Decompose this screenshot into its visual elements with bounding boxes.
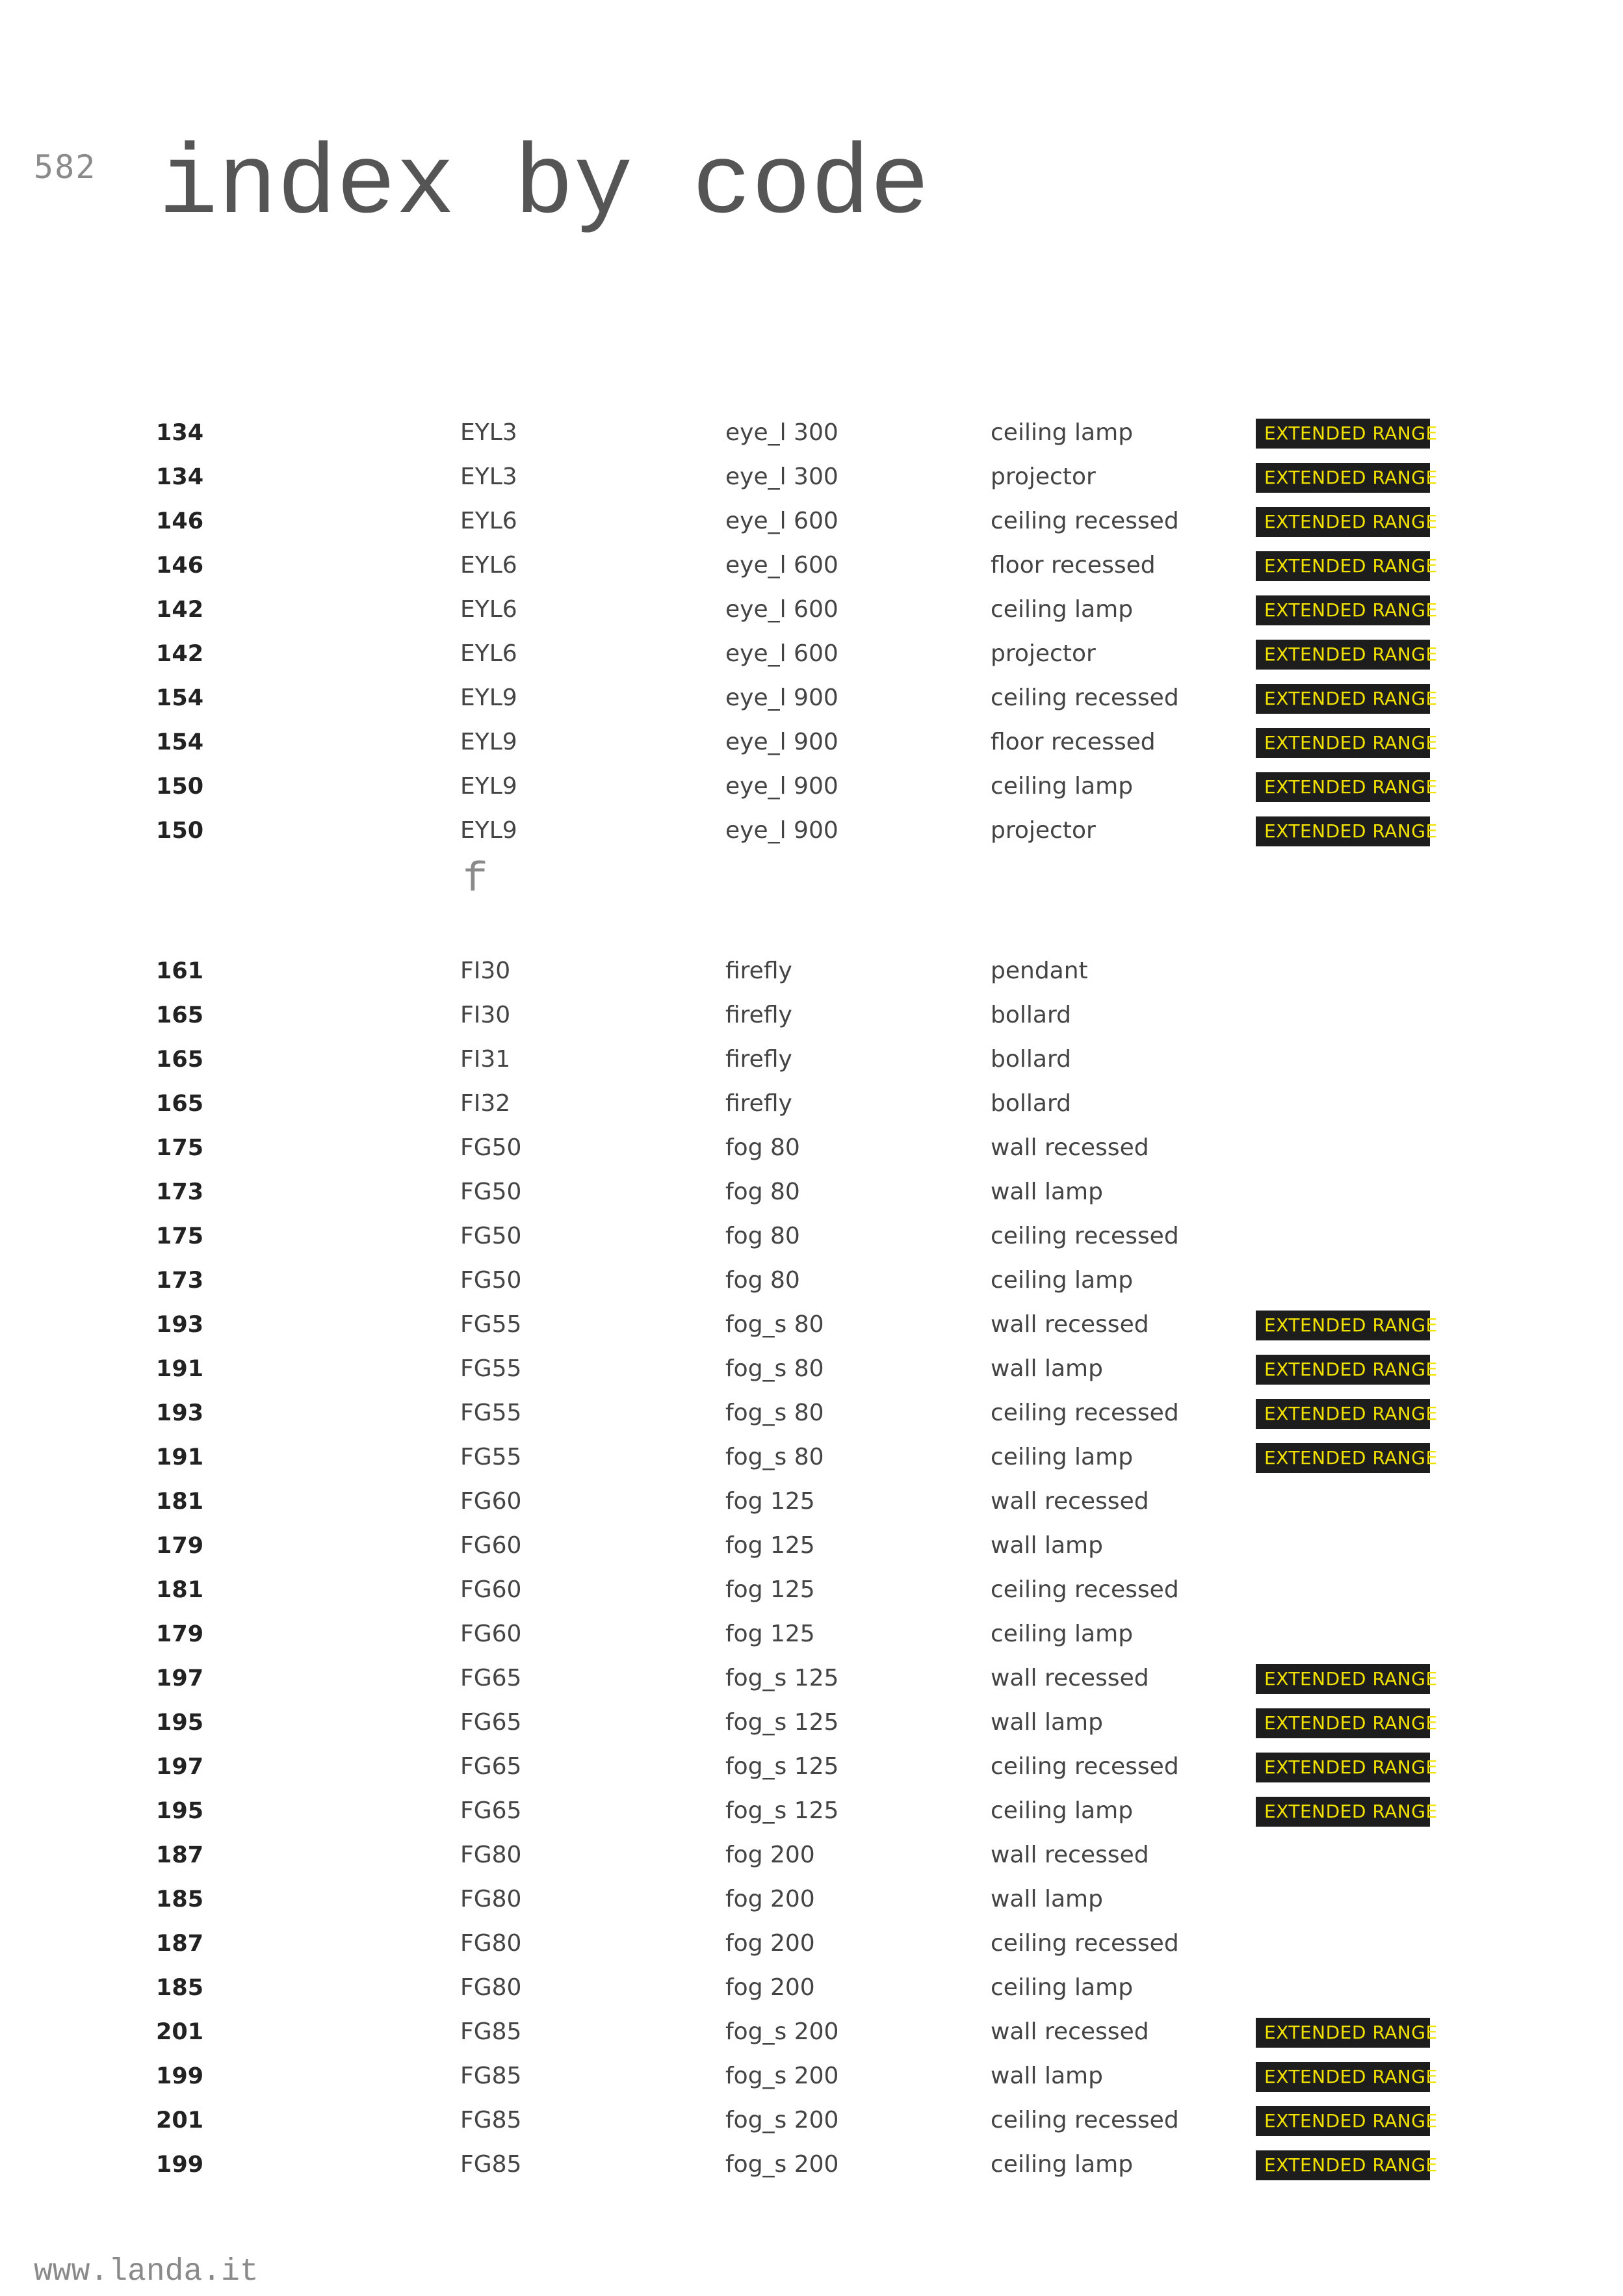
row-product-type: bollard — [991, 1046, 1071, 1073]
row-page-number: 179 — [156, 1533, 204, 1559]
row-product-name: eye_l 600 — [725, 640, 838, 667]
table-row — [0, 2010, 1623, 2054]
table-row — [0, 1082, 1623, 1126]
row-page-number: 175 — [156, 1223, 204, 1249]
row-page-number: 165 — [156, 1091, 204, 1117]
extended-range-badge: EXTENDED RANGE — [1256, 595, 1430, 625]
extended-range-badge: EXTENDED RANGE — [1256, 1355, 1430, 1385]
row-product-type: wall lamp — [991, 1709, 1103, 1736]
table-row — [0, 1922, 1623, 1966]
row-page-number: 191 — [156, 1356, 204, 1382]
badge-cell — [1256, 2010, 1438, 2054]
extended-range-badge: EXTENDED RANGE — [1256, 772, 1430, 802]
row-product-name: fog 200 — [725, 1842, 815, 1868]
table-row — [0, 455, 1623, 499]
row-product-type: ceiling recessed — [991, 1223, 1179, 1249]
table-row — [0, 543, 1623, 588]
index-table — [0, 411, 1623, 2187]
row-code: FG60 — [460, 1621, 522, 1647]
table-row — [0, 1656, 1623, 1701]
row-page-number: 191 — [156, 1444, 204, 1470]
row-product-type: ceiling recessed — [991, 1576, 1179, 1603]
row-code: FG80 — [460, 1886, 522, 1912]
extended-range-badge: EXTENDED RANGE — [1256, 1311, 1430, 1340]
row-product-type: wall recessed — [991, 1488, 1149, 1515]
table-row — [0, 1789, 1623, 1833]
row-product-name: fog 80 — [725, 1267, 800, 1294]
row-product-name: eye_l 900 — [725, 729, 838, 755]
table-row — [0, 720, 1623, 764]
table-row — [0, 1037, 1623, 1082]
row-product-name: firefly — [725, 1002, 792, 1028]
table-row — [0, 1347, 1623, 1391]
row-page-number: 195 — [156, 1798, 204, 1824]
row-product-type: bollard — [991, 1090, 1071, 1117]
row-product-name: fog 200 — [725, 1974, 815, 2001]
section-header — [0, 853, 1623, 949]
row-product-type: wall recessed — [991, 1311, 1149, 1338]
row-product-type: ceiling recessed — [991, 1930, 1179, 1957]
badge-cell — [1256, 809, 1438, 853]
row-page-number: 154 — [156, 685, 204, 711]
row-page-number: 201 — [156, 2107, 204, 2133]
row-product-type: wall lamp — [991, 1886, 1103, 1912]
row-product-type: wall lamp — [991, 1179, 1103, 1205]
badge-cell — [1256, 1347, 1438, 1391]
extended-range-badge: EXTENDED RANGE — [1256, 2106, 1430, 2136]
table-row — [0, 1877, 1623, 1922]
row-product-type: bollard — [991, 1002, 1071, 1028]
extended-range-badge: EXTENDED RANGE — [1256, 640, 1430, 670]
badge-cell — [1256, 1435, 1438, 1480]
table-row — [0, 1259, 1623, 1303]
row-product-name: fog 125 — [725, 1576, 815, 1603]
row-product-name: fog_s 200 — [725, 2151, 839, 2178]
extended-range-badge: EXTENDED RANGE — [1256, 419, 1430, 449]
row-product-name: eye_l 300 — [725, 463, 838, 490]
badge-cell — [1256, 588, 1438, 632]
row-product-type: ceiling recessed — [991, 1753, 1179, 1780]
table-row — [0, 411, 1623, 455]
row-product-type: ceiling recessed — [991, 2107, 1179, 2133]
row-product-type: ceiling recessed — [991, 685, 1179, 711]
table-row — [0, 499, 1623, 543]
badge-cell — [1256, 2054, 1438, 2098]
row-page-number: 187 — [156, 1842, 204, 1868]
badge-cell — [1256, 764, 1438, 809]
row-product-name: fog 80 — [725, 1179, 800, 1205]
row-product-name: fog_s 125 — [725, 1709, 839, 1736]
row-product-type: wall recessed — [991, 1665, 1149, 1691]
badge-cell — [1256, 632, 1438, 676]
row-code: FG80 — [460, 1974, 522, 2001]
row-code: FI32 — [460, 1090, 511, 1117]
row-product-type: floor recessed — [991, 552, 1156, 579]
row-page-number: 173 — [156, 1179, 204, 1205]
extended-range-badge: EXTENDED RANGE — [1256, 728, 1430, 758]
row-product-name: fog_s 80 — [725, 1311, 824, 1338]
row-code: EYL6 — [460, 596, 517, 623]
row-page-number: 150 — [156, 774, 204, 800]
table-row — [0, 1568, 1623, 1612]
table-row — [0, 1480, 1623, 1524]
footer-url[interactable]: www.landa.it — [34, 2254, 259, 2289]
row-product-name: eye_l 300 — [725, 419, 838, 446]
extended-range-badge: EXTENDED RANGE — [1256, 507, 1430, 537]
row-product-type: ceiling lamp — [991, 1974, 1134, 2001]
table-row — [0, 2143, 1623, 2187]
row-code: FG85 — [460, 2063, 522, 2089]
section-letter: f — [463, 857, 488, 904]
row-product-type: projector — [991, 640, 1096, 667]
row-product-type: ceiling lamp — [991, 596, 1134, 623]
badge-cell — [1256, 411, 1438, 455]
table-row — [0, 1524, 1623, 1568]
table-row — [0, 764, 1623, 809]
row-product-type: ceiling lamp — [991, 1621, 1134, 1647]
row-page-number: 142 — [156, 597, 204, 623]
row-page-number: 150 — [156, 818, 204, 844]
extended-range-badge: EXTENDED RANGE — [1256, 1753, 1430, 1782]
row-page-number: 199 — [156, 2063, 204, 2089]
table-row — [0, 949, 1623, 993]
row-code: EYL6 — [460, 508, 517, 534]
row-code: FG80 — [460, 1842, 522, 1868]
row-product-name: fog 125 — [725, 1532, 815, 1559]
extended-range-badge: EXTENDED RANGE — [1256, 463, 1430, 493]
row-code: FG60 — [460, 1532, 522, 1559]
extended-range-badge: EXTENDED RANGE — [1256, 684, 1430, 714]
row-product-name: firefly — [725, 1090, 792, 1117]
row-page-number: 185 — [156, 1886, 204, 1912]
badge-cell — [1256, 676, 1438, 720]
row-product-name: fog 125 — [725, 1488, 815, 1515]
row-code: FI31 — [460, 1046, 511, 1073]
row-page-number: 154 — [156, 729, 204, 755]
table-row — [0, 1966, 1623, 2010]
row-page-number: 173 — [156, 1268, 204, 1294]
row-code: FG85 — [460, 2151, 522, 2178]
row-product-type: ceiling lamp — [991, 773, 1134, 800]
extended-range-badge: EXTENDED RANGE — [1256, 816, 1430, 846]
badge-cell — [1256, 455, 1438, 499]
row-page-number: 161 — [156, 958, 204, 984]
row-code: FG80 — [460, 1930, 522, 1957]
row-product-name: eye_l 600 — [725, 508, 838, 534]
badge-cell — [1256, 720, 1438, 764]
row-product-name: fog_s 80 — [725, 1444, 824, 1470]
row-code: EYL9 — [460, 773, 517, 800]
page-title: index by code — [159, 129, 929, 242]
row-code: FG65 — [460, 1709, 522, 1736]
row-page-number: 142 — [156, 641, 204, 667]
badge-cell — [1256, 2143, 1438, 2187]
row-product-name: fog_s 200 — [725, 2018, 839, 2045]
row-code: FG55 — [460, 1311, 522, 1338]
row-product-type: ceiling lamp — [991, 419, 1134, 446]
row-product-name: eye_l 900 — [725, 685, 838, 711]
row-product-name: fog_s 125 — [725, 1797, 839, 1824]
table-row — [0, 2054, 1623, 2098]
extended-range-badge: EXTENDED RANGE — [1256, 2150, 1430, 2180]
badge-cell — [1256, 543, 1438, 588]
row-page-number: 146 — [156, 508, 204, 534]
row-code: FG60 — [460, 1488, 522, 1515]
row-code: FG55 — [460, 1444, 522, 1470]
row-page-number: 165 — [156, 1002, 204, 1028]
row-code: FG85 — [460, 2107, 522, 2133]
table-row — [0, 1701, 1623, 1745]
table-row — [0, 2098, 1623, 2143]
row-code: FI30 — [460, 958, 511, 984]
row-product-type: ceiling lamp — [991, 2151, 1134, 2178]
row-page-number: 134 — [156, 464, 204, 490]
row-product-name: eye_l 600 — [725, 596, 838, 623]
table-row — [0, 993, 1623, 1037]
badge-cell — [1256, 2098, 1438, 2143]
row-code: FG65 — [460, 1665, 522, 1691]
row-code: FG65 — [460, 1753, 522, 1780]
table-row — [0, 588, 1623, 632]
row-product-name: eye_l 900 — [725, 773, 838, 800]
table-row — [0, 632, 1623, 676]
row-product-type: pendant — [991, 958, 1088, 984]
row-product-type: wall lamp — [991, 1532, 1103, 1559]
row-product-name: fog_s 200 — [725, 2107, 839, 2133]
row-page-number: 185 — [156, 1975, 204, 2001]
row-page-number: 199 — [156, 2152, 204, 2178]
row-product-type: ceiling recessed — [991, 1400, 1179, 1426]
row-product-name: firefly — [725, 1046, 792, 1073]
badge-cell — [1256, 499, 1438, 543]
row-code: FG65 — [460, 1797, 522, 1824]
row-page-number: 201 — [156, 2019, 204, 2045]
row-product-name: eye_l 600 — [725, 552, 838, 579]
extended-range-badge: EXTENDED RANGE — [1256, 1797, 1430, 1827]
row-code: FG50 — [460, 1267, 522, 1294]
row-code: EYL3 — [460, 463, 517, 490]
row-page-number: 197 — [156, 1754, 204, 1780]
table-row — [0, 1435, 1623, 1480]
extended-range-badge: EXTENDED RANGE — [1256, 2018, 1430, 2048]
row-page-number: 179 — [156, 1621, 204, 1647]
row-product-name: fog 80 — [725, 1223, 800, 1249]
row-product-type: wall recessed — [991, 2018, 1149, 2045]
extended-range-badge: EXTENDED RANGE — [1256, 551, 1430, 581]
row-product-type: ceiling recessed — [991, 508, 1179, 534]
row-code: FI30 — [460, 1002, 511, 1028]
row-product-name: fog 80 — [725, 1134, 800, 1161]
row-product-name: eye_l 900 — [725, 817, 838, 844]
row-code: EYL6 — [460, 552, 517, 579]
row-page-number: 197 — [156, 1665, 204, 1691]
table-row — [0, 809, 1623, 853]
row-product-name: fog 125 — [725, 1621, 815, 1647]
row-product-type: wall recessed — [991, 1842, 1149, 1868]
table-row — [0, 1745, 1623, 1789]
page-number: 582 — [34, 148, 97, 186]
table-row — [0, 676, 1623, 720]
row-page-number: 193 — [156, 1312, 204, 1338]
row-code: FG60 — [460, 1576, 522, 1603]
row-product-name: firefly — [725, 958, 792, 984]
row-product-name: fog_s 125 — [725, 1665, 839, 1691]
row-product-type: ceiling lamp — [991, 1797, 1134, 1824]
row-product-name: fog_s 80 — [725, 1400, 824, 1426]
row-product-name: fog_s 200 — [725, 2063, 839, 2089]
table-row — [0, 1391, 1623, 1435]
badge-cell — [1256, 1701, 1438, 1745]
row-page-number: 181 — [156, 1489, 204, 1515]
extended-range-badge: EXTENDED RANGE — [1256, 1664, 1430, 1694]
row-code: FG55 — [460, 1355, 522, 1382]
row-code: FG50 — [460, 1223, 522, 1249]
row-page-number: 134 — [156, 420, 204, 446]
row-product-type: ceiling lamp — [991, 1267, 1134, 1294]
row-page-number: 181 — [156, 1577, 204, 1603]
row-page-number: 165 — [156, 1047, 204, 1073]
row-page-number: 193 — [156, 1400, 204, 1426]
row-code: EYL3 — [460, 419, 517, 446]
row-product-name: fog_s 125 — [725, 1753, 839, 1780]
extended-range-badge: EXTENDED RANGE — [1256, 2062, 1430, 2092]
row-product-type: wall lamp — [991, 1355, 1103, 1382]
table-row — [0, 1214, 1623, 1259]
row-page-number: 187 — [156, 1931, 204, 1957]
extended-range-badge: EXTENDED RANGE — [1256, 1708, 1430, 1738]
row-page-number: 195 — [156, 1710, 204, 1736]
row-product-type: ceiling lamp — [991, 1444, 1134, 1470]
badge-cell — [1256, 1391, 1438, 1435]
row-code: EYL9 — [460, 817, 517, 844]
table-row — [0, 1612, 1623, 1656]
row-code: EYL6 — [460, 640, 517, 667]
extended-range-badge: EXTENDED RANGE — [1256, 1443, 1430, 1473]
row-product-name: fog 200 — [725, 1930, 815, 1957]
row-product-type: wall lamp — [991, 2063, 1103, 2089]
table-row — [0, 1303, 1623, 1347]
extended-range-badge: EXTENDED RANGE — [1256, 1399, 1430, 1429]
row-code: EYL9 — [460, 729, 517, 755]
table-row — [0, 1833, 1623, 1877]
badge-cell — [1256, 1303, 1438, 1347]
table-row — [0, 1170, 1623, 1214]
row-product-name: fog_s 80 — [725, 1355, 824, 1382]
row-product-name: fog 200 — [725, 1886, 815, 1912]
row-code: EYL9 — [460, 685, 517, 711]
row-page-number: 146 — [156, 553, 204, 579]
row-product-type: floor recessed — [991, 729, 1156, 755]
row-page-number: 175 — [156, 1135, 204, 1161]
row-code: FG50 — [460, 1134, 522, 1161]
row-code: FG85 — [460, 2018, 522, 2045]
row-product-type: wall recessed — [991, 1134, 1149, 1161]
badge-cell — [1256, 1745, 1438, 1789]
badge-cell — [1256, 1656, 1438, 1701]
row-code: FG50 — [460, 1179, 522, 1205]
row-code: FG55 — [460, 1400, 522, 1426]
row-product-type: projector — [991, 463, 1096, 490]
row-product-type: projector — [991, 817, 1096, 844]
table-row — [0, 1126, 1623, 1170]
badge-cell — [1256, 1789, 1438, 1833]
